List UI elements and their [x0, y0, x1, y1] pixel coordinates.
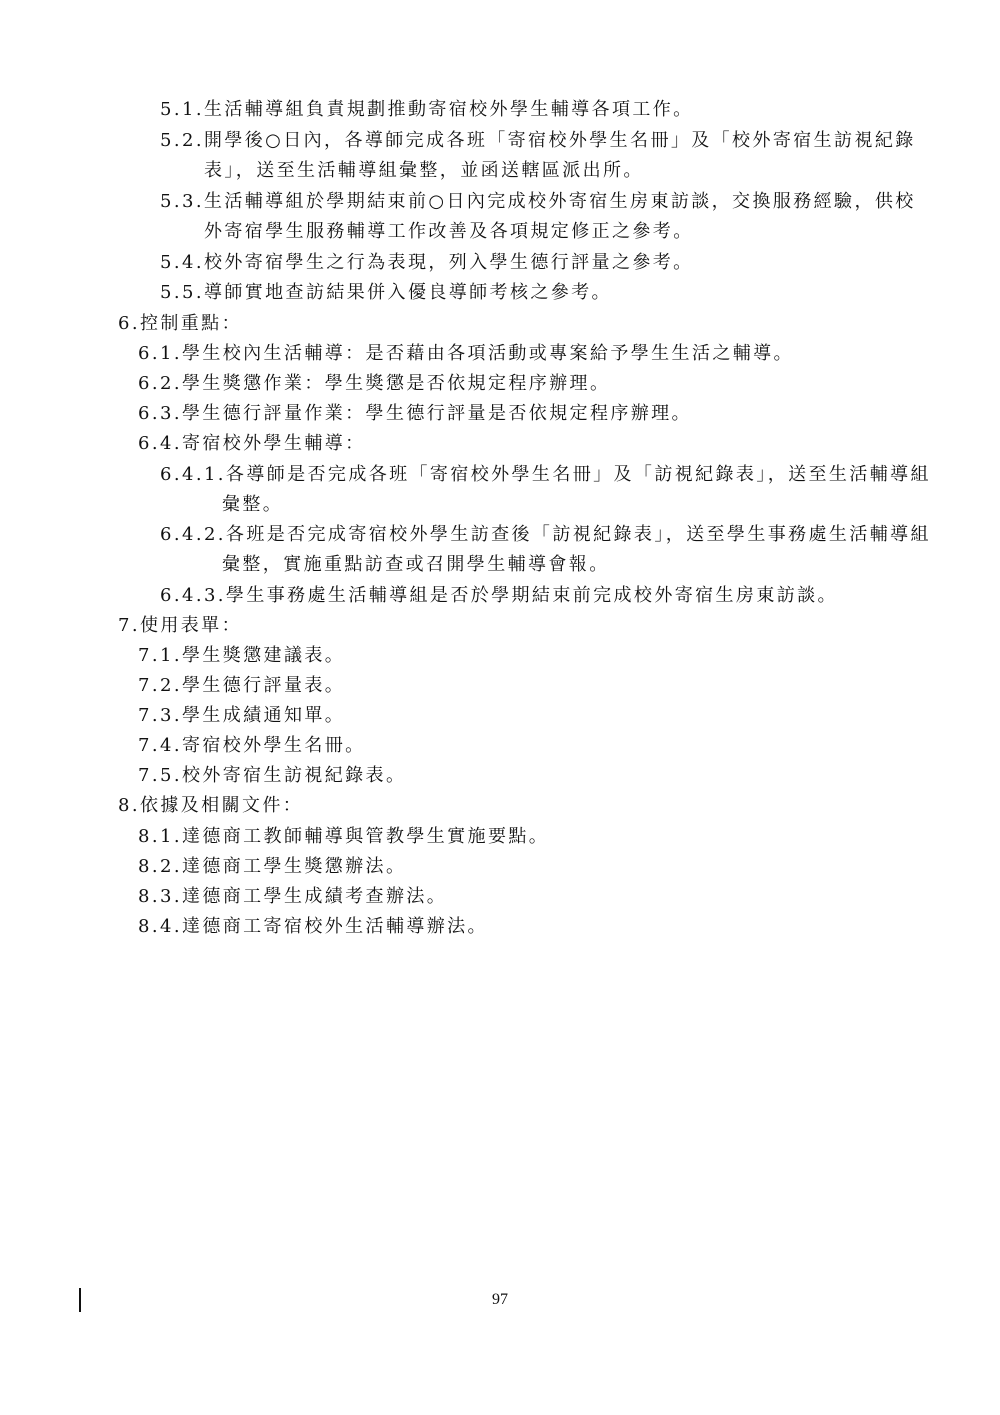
- item-text: 彙整。: [222, 494, 284, 515]
- item-number: 6.1.: [138, 343, 182, 364]
- item-number: 5.2.: [160, 130, 204, 151]
- item-5-3-continuation: [204, 220, 694, 244]
- item-text: 學生事務處生活輔導組是否於學期結束前完成校外寄宿生房東訪談。: [225, 585, 838, 606]
- item-text: 開學後○日內，各導師完成各班「寄宿校外學生名冊」及「校外寄宿生訪視紀錄: [203, 130, 916, 151]
- item-text: 學生獎懲建議表。: [181, 645, 346, 666]
- item-text: 校外寄宿學生之行為表現，列入學生德行評量之參考。: [203, 252, 694, 273]
- item-text: 達德商工教師輔導與管教學生實施要點。: [181, 826, 550, 847]
- item-text: 寄宿校外學生輔導：: [181, 433, 366, 454]
- item-7-3: [138, 704, 345, 728]
- item-5-4: [160, 251, 694, 275]
- item-number: 6.4.2.: [160, 524, 226, 545]
- item-8-4: [138, 915, 488, 939]
- item-8-2: [138, 855, 406, 879]
- item-text: 寄宿校外學生名冊。: [181, 735, 366, 756]
- item-number: 6.3.: [138, 403, 182, 424]
- item-6-4-1: [160, 463, 931, 487]
- item-text: 學生獎懲作業：學生獎懲是否依規定程序辦理。: [181, 373, 611, 394]
- item-text: 達德商工寄宿校外生活輔導辦法。: [181, 916, 488, 937]
- item-number: 5.1.: [160, 99, 204, 120]
- item-6-4: [138, 432, 366, 456]
- item-text: 學生校內生活輔導：是否藉由各項活動或專案給予學生生活之輔導。: [181, 343, 794, 364]
- item-text: 學生德行評量作業：學生德行評量是否依規定程序辦理。: [181, 403, 692, 424]
- item-text: 達德商工學生成績考查辦法。: [181, 886, 448, 907]
- item-6-3: [138, 402, 692, 426]
- item-number: 7.3.: [138, 705, 182, 726]
- item-number: 8.1.: [138, 826, 182, 847]
- item-8-1: [138, 825, 549, 849]
- section-7-heading: 7.使用表單：: [118, 615, 242, 636]
- item-text: 校外寄宿生訪視紀錄表。: [181, 765, 407, 786]
- item-number: 7.5.: [138, 765, 182, 786]
- item-5-2: [160, 129, 916, 153]
- item-5-3: [160, 190, 916, 214]
- item-text: 外寄宿學生服務輔導工作改善及各項規定修正之參考。: [204, 221, 694, 242]
- item-number: 6.4.1.: [160, 464, 226, 485]
- item-text: 彙整，實施重點訪查或召開學生輔導會報。: [222, 554, 610, 575]
- item-number: 6.4.: [138, 433, 182, 454]
- item-number: 8.3.: [138, 886, 182, 907]
- item-6-1: [138, 342, 794, 366]
- item-7-2: [138, 674, 345, 698]
- item-5-1: [160, 98, 694, 122]
- item-6-4-2: [160, 523, 931, 547]
- item-text: 表」，送至生活輔導組彙整，並函送轄區派出所。: [204, 160, 644, 181]
- item-7-5: [138, 764, 406, 788]
- item-number: 5.4.: [160, 252, 204, 273]
- section-8-heading: 8.依據及相關文件：: [118, 795, 304, 816]
- item-5-5: [160, 281, 612, 305]
- item-5-2-continuation: [204, 159, 644, 183]
- item-number: 8.4.: [138, 916, 182, 937]
- item-6-4-2-continuation: [222, 553, 610, 577]
- item-7-1: [138, 644, 345, 668]
- item-7-4: [138, 734, 366, 758]
- item-text: 生活輔導組負責規劃推動寄宿校外學生輔導各項工作。: [203, 99, 694, 120]
- item-number: 6.2.: [138, 373, 182, 394]
- item-number: 6.4.3.: [160, 585, 226, 606]
- item-number: 5.5.: [160, 282, 204, 303]
- item-number: 5.3.: [160, 191, 204, 212]
- item-text: 各班是否完成寄宿校外學生訪查後「訪視紀錄表」，送至學生事務處生活輔導組: [225, 524, 931, 545]
- item-text: 各導師是否完成各班「寄宿校外學生名冊」及「訪視紀錄表」，送至生活輔導組: [225, 464, 931, 485]
- item-6-2: [138, 372, 610, 396]
- item-6-4-1-continuation: [222, 493, 283, 517]
- section-6-heading: 6.控制重點：: [118, 313, 242, 334]
- item-number: 8.2.: [138, 856, 182, 877]
- item-number: 7.1.: [138, 645, 182, 666]
- item-text: 生活輔導組於學期結束前○日內完成校外寄宿生房東訪談，交換服務經驗，供校: [203, 191, 916, 212]
- item-text: 學生成績通知單。: [181, 705, 346, 726]
- item-text: 達德商工學生獎懲辦法。: [181, 856, 407, 877]
- item-number: 7.2.: [138, 675, 182, 696]
- item-number: 7.4.: [138, 735, 182, 756]
- item-6-4-3: [160, 584, 838, 608]
- item-text: 學生德行評量表。: [181, 675, 346, 696]
- item-text: 導師實地查訪結果併入優良導師考核之參考。: [203, 282, 612, 303]
- page-number: 97: [492, 1291, 508, 1308]
- item-8-3: [138, 885, 447, 909]
